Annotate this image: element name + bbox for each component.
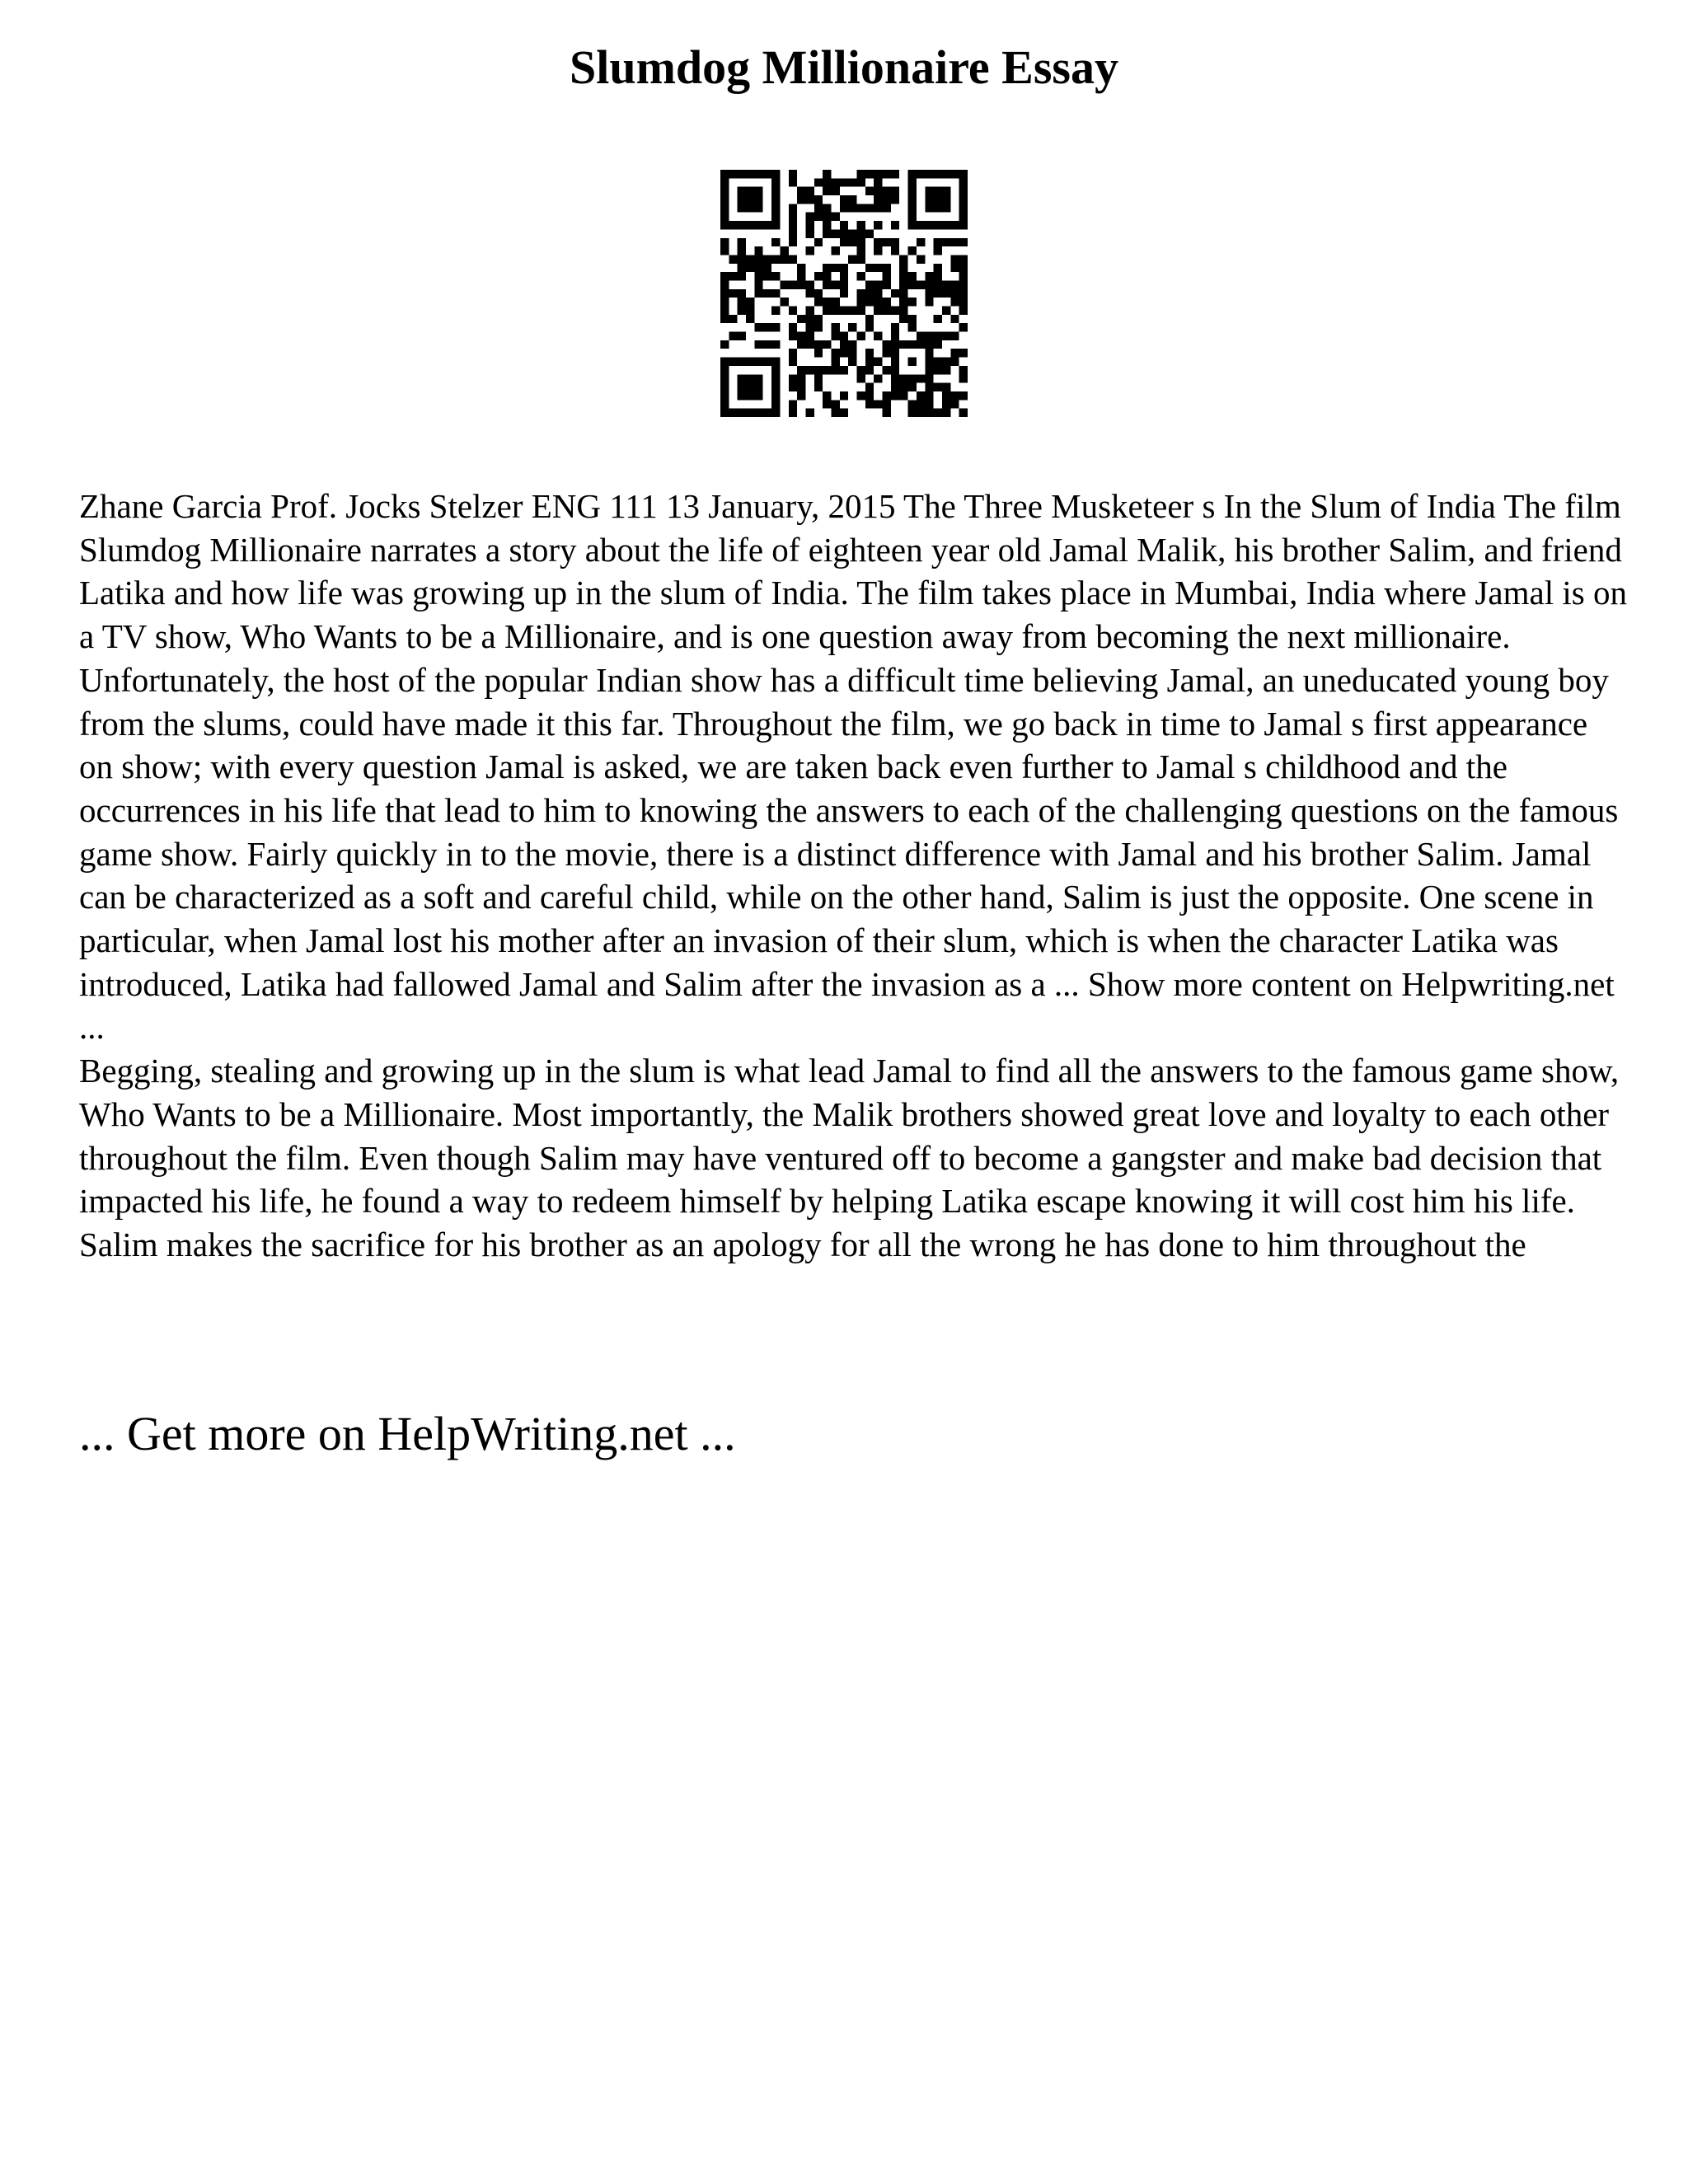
- page-title: Slumdog Millionaire Essay: [569, 40, 1119, 94]
- get-more-link[interactable]: ... Get more on HelpWriting.net ...: [79, 1407, 736, 1460]
- essay-paragraph: Zhane Garcia Prof. Jocks Stelzer ENG 111 13 January, 2015 The Three Musketeer s In the Slum of India The film Slumdog Millionaire narrates a story about the life of eighteen year old Jamal Malik, his brother Salim, and friend Latika and how life was growing up in the slum of India. The film takes place in Mumbai, India where Jamal is on a TV show, Who Wants to be a Millionaire, and is one question away from becoming the next millionaire. Unfortunately, the host of the popular Indian show has a difficult time believing Jamal, an uneducated young boy from the slums, could have made it this far. Throughout the film, we go back in time to Jamal s first appearance on show; with every question Jamal is asked, we are taken back even further to Jamal s childhood and the occurrences in his life that lead to him to knowing the answers to each of the challenging questions on the famous game show. Fairly quickly in to the movie, there is a distinct difference with Jamal and his brother Salim. Jamal can be characterized as a soft and careful child, while on the other hand, Salim is just the opposite. One scene in particular, when Jamal lost his mother after an invasion of their slum, which is when the character Latika was introduced, Latika had fallowed Jamal and Salim after the invasion as a ... Show more content on Helpwriting.net ...: [79, 487, 1627, 1047]
- essay-body: [79, 485, 1629, 1267]
- essay-paragraph: Begging, stealing and growing up in the slum is what lead Jamal to find all the answers to the famous game show, Who Wants to be a Millionaire. Most importantly, the Malik brothers showed great love and loyalty to each other throughout the film. Even though Salim may have ventured off to become a gangster and make bad decision that impacted his life, he found a way to redeem himself by helping Latika escape knowing it will cost him his life. Salim makes the sacrifice for his brother as an apology for all the wrong he has done to him throughout the: [79, 1052, 1620, 1263]
- qr-code-icon: [720, 170, 968, 417]
